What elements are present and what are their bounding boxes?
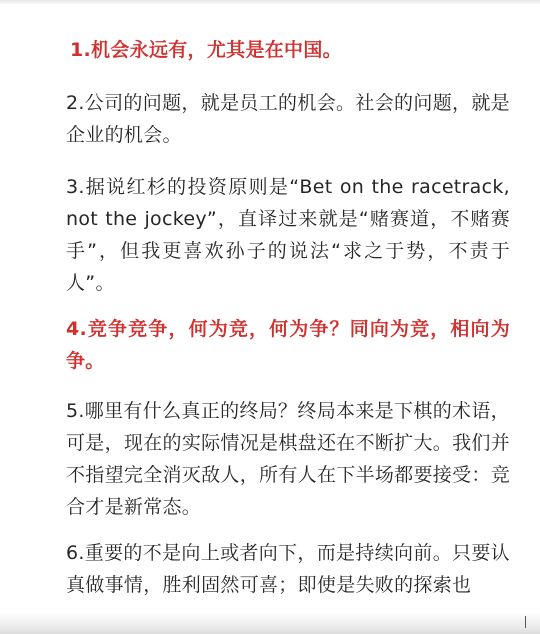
paragraph-3: 3.据说红杉的投资原则是“Bet on the racetrack, not the jockey”，直译过来就是“赌赛道，不赌赛手”，但我更喜欢孙子的说法“求之于势，不责于人”。 — [66, 176, 510, 294]
paragraph-2: 2.公司的问题，就是员工的机会。社会的问题，就是企业的机会。 — [66, 92, 510, 146]
scroll-indicator[interactable] — [525, 616, 526, 628]
paragraph-5: 5.哪里有什么真正的终局？终局本来是下棋的术语，可是，现在的实际情况是棋盘还在不断扩大。我们并不指望完全消灭敌人，所有人在下半场都要接受：竞合才是新常态。 — [66, 400, 510, 518]
paragraph-4-highlight: 4.竞争竞争，何为竞，何为争？同向为竞，相向为争。 — [66, 318, 510, 372]
bottom-fade-bar — [0, 612, 540, 634]
paragraph-1-highlight: 1.机会永远有，尤其是在中国。 — [70, 39, 342, 61]
paragraph-6: 6.重要的不是向上或者向下，而是持续向前。只要认真做事情，胜利固然可喜；即使是失败的探索也 — [66, 542, 510, 596]
